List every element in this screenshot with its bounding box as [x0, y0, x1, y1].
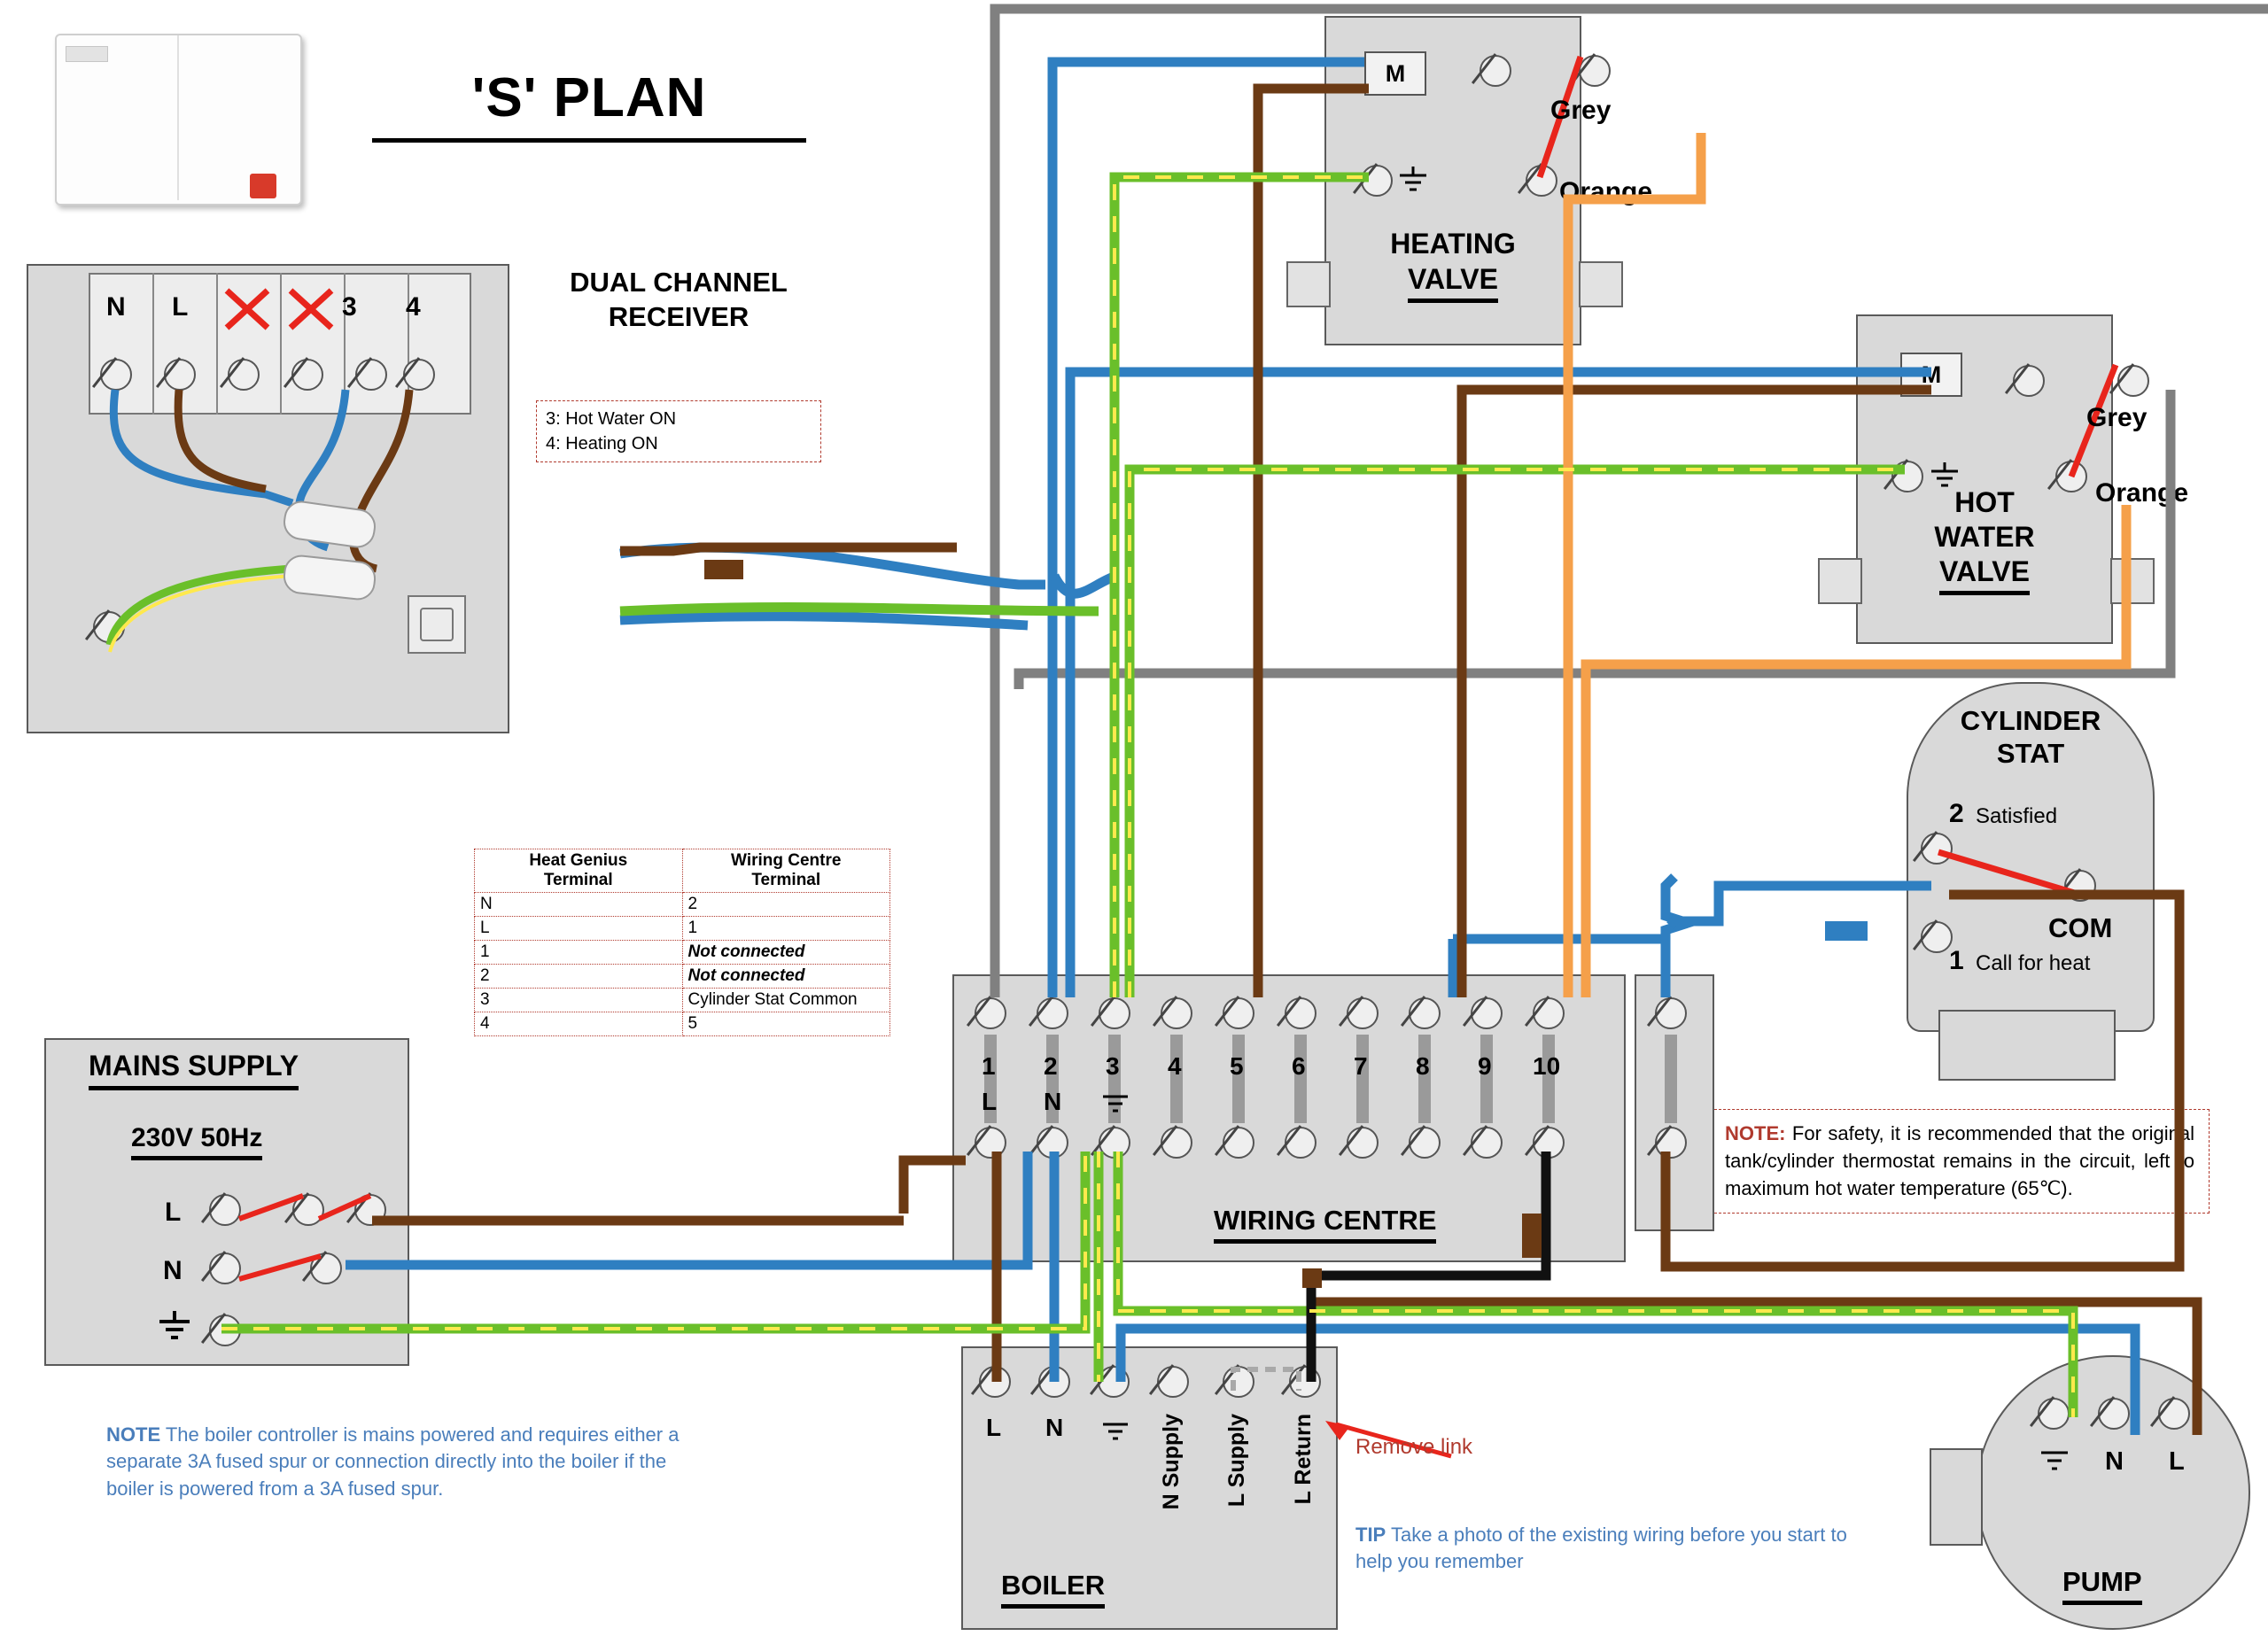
cell-right: 2	[682, 893, 890, 917]
wc-number-1: 1	[982, 1052, 996, 1080]
receiver-terminal-label-n: N	[106, 292, 126, 322]
heating-valve-label-2: VALVE	[1408, 261, 1498, 303]
wc-number-7: 7	[1354, 1052, 1368, 1080]
safety-note-text: For safety, it is recommended that the original tank/cylinder thermostat remains in the circuit, left to maximum hot water temperature (65℃).	[1725, 1122, 2194, 1199]
receiver-terminal-label-4: 4	[406, 292, 421, 322]
hot-water-valve-motor: M	[1900, 353, 1962, 397]
boiler-note-prefix: NOTE	[106, 1423, 161, 1446]
cell-right: 1	[682, 917, 890, 941]
mains-voltage: 230V 50Hz	[131, 1123, 262, 1160]
wc-number-4: 4	[1168, 1052, 1182, 1080]
hdr-right-1: Wiring Centre	[731, 851, 842, 870]
wc-number-5: 5	[1230, 1052, 1244, 1080]
hw-valve-label-3: VALVE	[1939, 554, 2030, 595]
cell-right: Not connected	[682, 941, 890, 965]
mains-supply-title: MAINS SUPPLY	[89, 1050, 299, 1090]
cell-left: N	[475, 893, 683, 917]
cell-left: L	[475, 917, 683, 941]
boiler-title: BOILER	[1001, 1570, 1105, 1609]
heating-valve-orange-label: Orange	[1559, 177, 1653, 206]
cell-right: Not connected	[682, 965, 890, 989]
wc-number-2: 2	[1044, 1052, 1058, 1080]
mains-l-label: L	[165, 1198, 182, 1227]
boiler-label-lreturn: L Return	[1291, 1414, 1316, 1505]
mains-n-label: N	[163, 1256, 183, 1285]
hdr-left-1: Heat Genius	[529, 851, 628, 870]
heating-valve-grey-label: Grey	[1550, 96, 1612, 125]
pump-label-l: L	[2169, 1447, 2185, 1476]
pump-label-n: N	[2105, 1447, 2124, 1476]
hw-valve-label-2: WATER	[1934, 521, 2035, 554]
cylinder-stat-com-label: COM	[2048, 912, 2113, 943]
wc-number-3: 3	[1106, 1052, 1120, 1080]
cell-left: 2	[475, 965, 683, 989]
hdr-right-2: Terminal	[751, 871, 821, 889]
receiver-terminal-label-l: L	[172, 292, 189, 322]
cylinder-stat-num-satisfied: 2	[1949, 799, 1964, 828]
cell-left: 1	[475, 941, 683, 965]
hot-water-valve-grey-label: Grey	[2086, 403, 2148, 432]
wiring-centre-title: WIRING CENTRE	[1214, 1205, 1436, 1244]
receiver-terminal-label-3: 3	[342, 292, 357, 322]
receiver-title-line1: DUAL CHANNEL	[570, 267, 788, 298]
cell-right: 5	[682, 1012, 890, 1036]
cell-left: 3	[475, 989, 683, 1012]
boiler-note-text: The boiler controller is mains powered and requires either a separate 3A fused spur or connection directly into the boiler if the boiler is powered from a 3A fused spur.	[106, 1423, 680, 1500]
wc-sub-l: L	[982, 1088, 998, 1115]
cylinder-stat-num-call: 1	[1949, 946, 1964, 975]
remove-link-label: Remove link	[1355, 1435, 1473, 1459]
wc-number-9: 9	[1478, 1052, 1492, 1080]
cell-left: 4	[475, 1012, 683, 1036]
wc-number-8: 8	[1416, 1052, 1430, 1080]
boiler-label-nsupply: N Supply	[1159, 1414, 1184, 1510]
boiler-label-l: L	[986, 1414, 1002, 1441]
page-title: 'S' PLAN	[372, 66, 806, 143]
cylinder-stat-satisfied-label: Satisfied	[1976, 804, 2058, 828]
safety-note-prefix: NOTE:	[1725, 1122, 1786, 1144]
heating-valve-label-1: HEATING	[1390, 228, 1516, 260]
hdr-left-2: Terminal	[543, 871, 613, 889]
cylinder-stat-call-label: Call for heat	[1976, 951, 2091, 975]
heating-valve-motor: M	[1364, 51, 1426, 96]
hw-valve-label-1: HOT	[1954, 486, 2015, 518]
receiver-legend-hw: 3: Hot Water ON	[546, 409, 677, 429]
wc-number-6: 6	[1292, 1052, 1306, 1080]
tip-prefix: TIP	[1355, 1524, 1386, 1546]
wc-number-10: 10	[1533, 1052, 1561, 1080]
hot-water-valve-orange-label: Orange	[2095, 478, 2189, 508]
cell-right: Cylinder Stat Common	[682, 989, 890, 1012]
pump-title: PUMP	[2062, 1566, 2142, 1605]
receiver-title-line2: RECEIVER	[608, 300, 750, 332]
receiver-legend-heating: 4: Heating ON	[546, 434, 658, 454]
cylinder-stat-title-2: STAT	[1996, 738, 2065, 770]
boiler-label-n: N	[1045, 1414, 1064, 1441]
tip-text: Take a photo of the existing wiring before you start to help you remember	[1355, 1524, 1847, 1573]
cylinder-stat-title-1: CYLINDER	[1960, 705, 2101, 736]
boiler-label-lsupply: L Supply	[1224, 1414, 1249, 1508]
wc-sub-n: N	[1044, 1088, 1062, 1115]
